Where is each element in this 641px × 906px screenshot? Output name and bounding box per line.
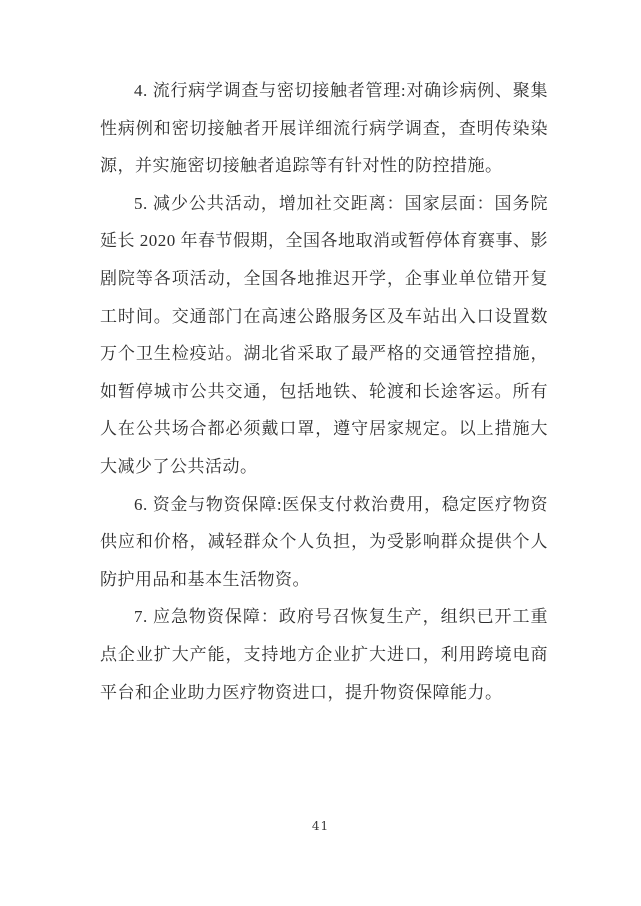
paragraph-item-5: 5. 减少公共活动，增加社交距离：国家层面：国务院延长 2020 年春节假期，全国各地取消或暂停体育赛事、影剧院等各项活动，全国各地推迟开学，企事业单位错开复工时间。交通部门在高速公路服务区及车站出入口设置数万个卫生检疫站。湖北省采取了最严格的交通管控措施，如暂停城市公共交通，包括地铁、轮渡和长途客运。所有人在公共场合都必须戴口罩，遵守居家规定。以上措施大大减少了公共活动。 — [100, 193, 548, 476]
paragraph-item-6: 6. 资金与物资保障:医保支付救治费用，稳定医疗物资供应和价格，减轻群众个人负担，为受影响群众提供个人防护用品和基本生活物资。 — [100, 494, 548, 589]
document-body-text — [100, 72, 548, 711]
page-number: 41 — [311, 819, 330, 833]
paragraph-item-7: 7. 应急物资保障：政府号召恢复生产，组织已开工重点企业扩大产能，支持地方企业扩大进口，利用跨境电商平台和企业助力医疗物资进口，提升物资保障能力。 — [100, 607, 548, 702]
paragraph-item-4: 4. 流行病学调查与密切接触者管理:对确诊病例、聚集性病例和密切接触者开展详细流行病学调查，查明传染染源，并实施密切接触者追踪等有针对性的防控措施。 — [100, 81, 548, 176]
